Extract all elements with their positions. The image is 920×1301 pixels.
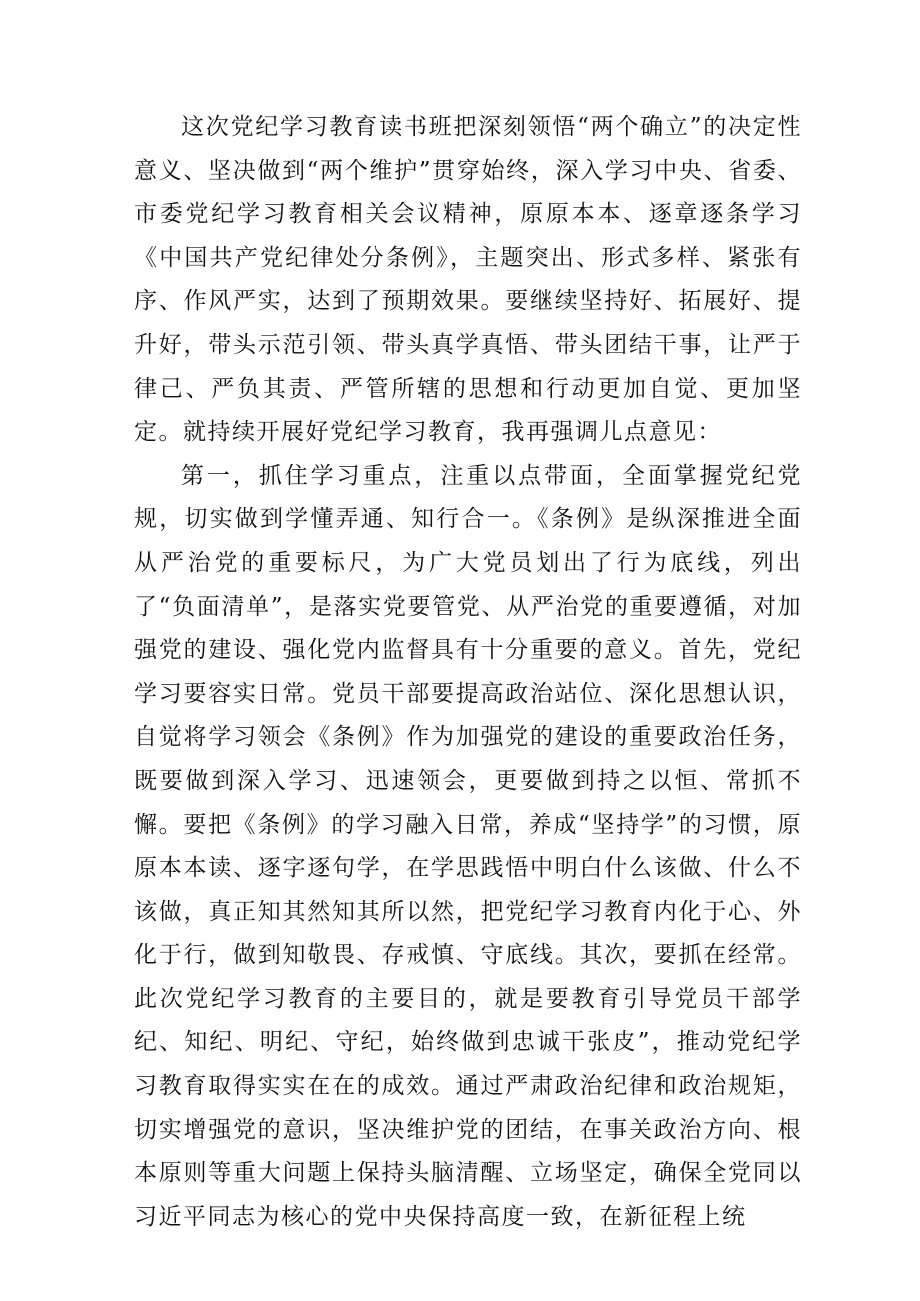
document-body xyxy=(134,106,802,1239)
paragraph-first-point: 第一，抓住学习重点，注重以点带面，全面掌握党纪党规，切实做到学懂弄通、知行合一。《条例》是纵深推进全面从严治党的重要标尺，为广大党员划出了行为底线，列出了“负面清单”，是落实党要管党、从严治党的重要遵循，对加强党的建设、强化党内监督具有十分重要的意义。首先，党纪学习要容实日常。党员干部要提高政治站位、深化思想认识，自觉将学习领会《条例》作为加强党的建设的重要政治任务，既要做到深入学习、迅速领会，更要做到持之以恒、常抓不懈。要把《条例》的学习融入日常，养成“坚持学”的习惯，原原本本读、逐字逐句学，在学思践悟中明白什么该做、什么不该做，真正知其然知其所以然，把党纪学习教育内化于心、外化于行，做到知敬畏、存戒慎、守底线。其次，要抓在经常。此次党纪学习教育的主要目的，就是要教育引导党员干部学纪、知纪、明纪、守纪，始终做到忠诚干张皮”，推动党纪学习教育取得实实在在的成效。通过严肃政治纪律和政治规矩，切实增强党的意识，坚决维护党的团结，在事关政治方向、根本原则等重大问题上保持头脑清醒、立场坚定，确保全党同以习近平同志为核心的党中央保持高度一致，在新征程上统 xyxy=(134,462,802,1230)
paragraph-intro: 这次党纪学习教育读书班把深刻领悟“两个确立”的决定性意义、坚决做到“两个维护”贯穿始终，深入学习中央、省委、市委党纪学习教育相关会议精神，原原本本、逐章逐条学习《中国共产党纪律处分条例》，主题突出、形式多样、紧张有序、作风严实，达到了预期效果。要继续坚持好、拓展好、提升好，带头示范引领、带头真学真悟、带头团结干事，让严于律己、严负其责、严管所辖的思想和行动更加自觉、更加坚定。就持续开展好党纪学习教育，我再强调儿点意见： xyxy=(134,114,802,446)
